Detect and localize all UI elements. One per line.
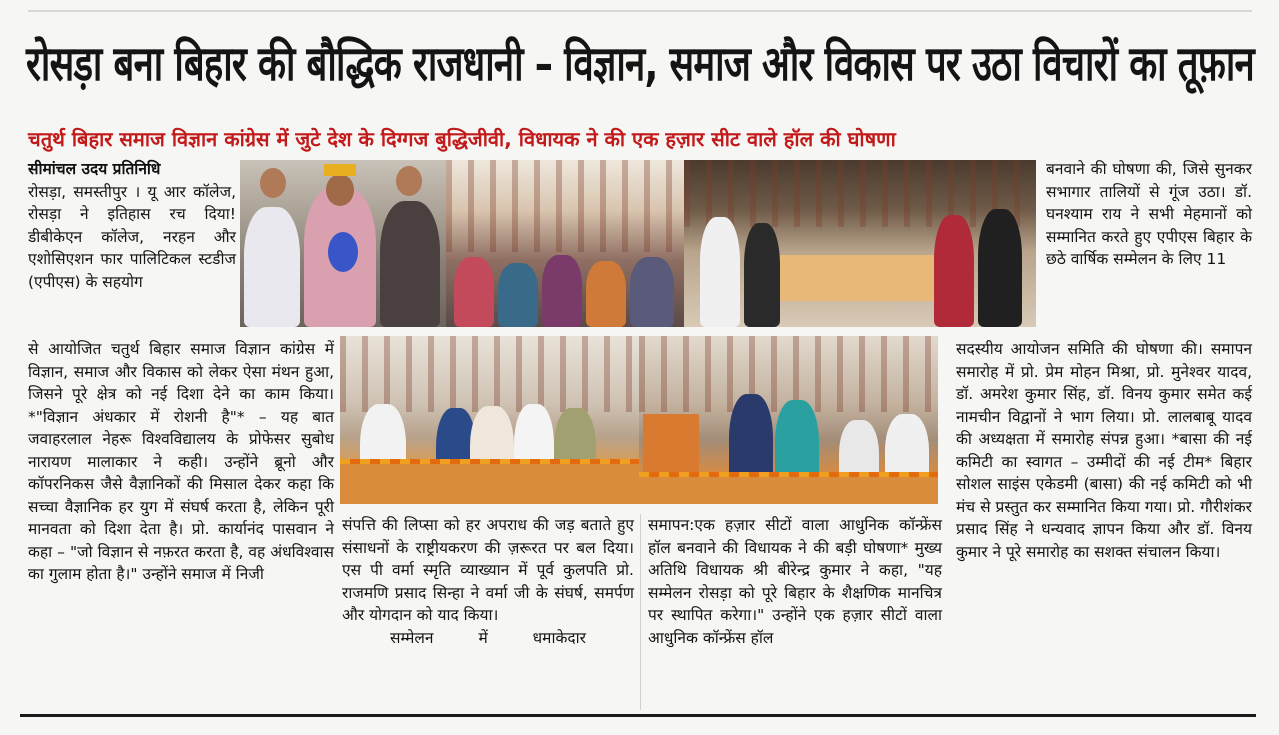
column-divider: [640, 514, 641, 710]
column-1-top-text: रोसड़ा, समस्तीपुर । यू आर कॉलेज, रोसड़ा ने इतिहास रच दिया! डीबीकेएन कॉलेज, नरहन और एशोसिएशन फार पालिटिकल स्टडीज (एपीएस) के सहयोग: [28, 182, 236, 291]
byline: सीमांचल उदय प्रतिनिधि: [28, 160, 161, 178]
top-divider: [28, 10, 1252, 12]
column-2-tail: सम्मेलन में धमाकेदार: [390, 628, 586, 647]
column-2-text: संपत्ति की लिप्सा को हर अपराध की जड़ बताते हुए संसाधनों के राष्ट्रीयकरण की ज़रूरत पर बल दिया। एस पी वर्मा स्मृति व्याख्यान में पूर्व कुलपति प्रो. राजमणि प्रसाद सिन्हा ने वर्मा जी के संघर्ष, समर्पण और योगदान को याद किया।: [342, 516, 634, 624]
headline: रोसड़ा बना बिहार की बौद्धिक राजधानी – विज्ञान, समाज और विकास पर उठा विचारों का तूफ़ान: [26, 36, 1254, 92]
column-4-top: [1046, 158, 1252, 338]
stage-photo-right: [639, 336, 938, 504]
column-1-body: [28, 338, 334, 710]
felicitation-photo: [240, 160, 446, 327]
column-1-body-text: से आयोजित चतुर्थ बिहार समाज विज्ञान कांग्रेस में विज्ञान, समाज और विकास को लेकर ऐसा मंथन हुआ, जिसने पूरे क्षेत्र को नई दिशा देने का काम किया। *"विज्ञान अंधकार में रोशनी है"* – यह बात जवाहरलाल नेहरू विश्वविद्यालय के प्रोफेसर सुबोध नारायण मालाकार ने कही। उन्होंने ब्रूनो और कॉपरनिकस जैसे वैज्ञानिकों की मिसाल देकर कहा कि सच्चा वैज्ञानिक हर युग में संघर्ष करता है, लेकिन पूरी मानवता को दिशा देता है। प्रो. कार्यानंद पासवान ने कहा – "जो विज्ञान से नफ़रत करता है, वह अंधविश्वास का गुलाम होता है।" उन्होंने समाज में निजी: [28, 340, 334, 583]
subheadline: चतुर्थ बिहार समाज विज्ञान कांग्रेस में जुटे देश के दिग्गज बुद्धिजीवी, विधायक ने की एक हज़ार सीट वाले हॉल की घोषणा: [28, 127, 896, 151]
column-4-body-text: सदस्यीय आयोजन समिति की घोषणा की। समापन समारोह में प्रो. प्रेम मोहन मिश्रा, प्रो. मुनेश्वर यादव, डॉ. अमरेश कुमार सिंह, डॉ. विनय कुमार समेत कई नामचीन विद्वानों ने भाग लिया। प्रो. लालबाबू यादव की अध्यक्षता में समारोह संपन्न हुआ। *बासा की नई कमिटी का स्वागत – उम्मीदों की नई टीम* बिहार सोशल साइंस एकेडमी (बासा) की नई कमिटी को भी मंच से प्रस्तुत कर सम्मानित किया गया। प्रो. गौरीशंकर प्रसाद सिंह ने धन्यवाद ज्ञापन किया और डॉ. विनय कुमार ने पूरे समारोह का सशक्त संचालन किया।: [956, 340, 1252, 561]
column-3: [648, 514, 942, 710]
certificate-photo: [684, 160, 1036, 327]
audience-photo: [446, 160, 684, 327]
bottom-rule: [20, 714, 1256, 717]
column-4-body: [956, 338, 1252, 710]
column-2: [342, 514, 634, 710]
column-1-top: [28, 158, 236, 338]
stage-photo-left: [340, 336, 639, 504]
column-3-text: समापन:एक हज़ार सीटों वाला आधुनिक कॉन्फ्रेंस हॉल बनवाने की विधायक ने की बड़ी घोषणा* मुख्य अतिथि विधायक श्री बीरेन्द्र कुमार ने कहा, "यह सम्मेलन रोसड़ा को पूरे बिहार के शैक्षणिक मानचित्र पर स्थापित करेगा।" उन्होंने एक हज़ार सीटों वाला आधुनिक कॉन्फ्रेंस हॉल: [648, 516, 942, 647]
column-4-top-text: बनवाने की घोषणा की, जिसे सुनकर सभागार तालियों से गूंज उठा। डॉ. घनश्याम राय ने सभी मेहमानों को सम्मानित करते हुए एपीएस बिहार के छठे वार्षिक सम्मेलन के लिए 11: [1046, 160, 1252, 268]
